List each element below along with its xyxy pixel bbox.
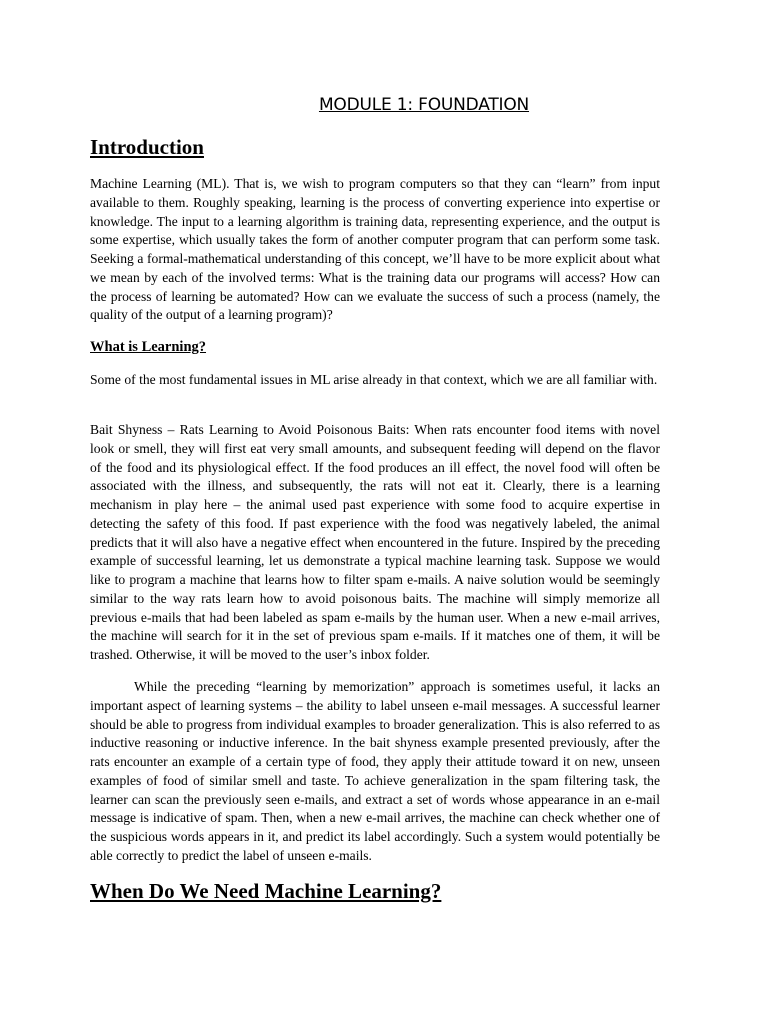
introduction-paragraph: Machine Learning (ML). That is, we wish to program computers so that they can “learn” from input available to them. Roughly speaking, learning is the process of converting experience into expertise or knowledge. The input to a learning algorithm is training data, representing experience, and the output is some expertise, which usually takes the form of another computer program that can perform some task. Seeking a formal-mathematical understanding of this concept, we’ll have to be more explicit about what we mean by each of the involved terms: What is the training data our programs will access? How can the process of learning be automated? How can we evaluate the success of such a process (namely, the quality of the output of a learning program)? (90, 176, 660, 323)
bait-shyness-paragraph: Bait Shyness – Rats Learning to Avoid Poisonous Baits: When rats encounter food items with novel look or smell, they will first eat very small amounts, and subsequent feeding will depend on the flavor of the food and its physiological effect. If the food produces an ill effect, the novel food will often be associated with the illness, and subsequently, the rats will not eat it. Clearly, there is a learning mechanism in play here – the animal used past experience with some food to acquire expertise in detecting the safety of this food. If past experience with the food was negatively labeled, the animal predicts that it will also have a negative effect when encountered in the future. Inspired by the preceding example of successful learning, let us demonstrate a typical machine learning task. Suppose we would like to program a machine that learns how to filter spam e-mails. A naive solution would be seemingly similar to the way rats learn how to avoid poisonous baits. The machine will simply memorize all previous e-mails that had been labeled as spam e-mails by the human user. When a new e-mail arrives, the machine will search for it in the set of previous spam e-mails. If it matches one of them, it will be trashed. Otherwise, it will be moved to the user’s inbox folder. (90, 422, 660, 662)
module-title: MODULE 1: FOUNDATION (318, 95, 530, 115)
what-is-learning-heading: What is Learning? (90, 339, 207, 355)
learning-paragraph-1: Some of the most fundamental issues in ML arise already in that context, which we are all familiar with. (90, 372, 658, 387)
when-need-ml-heading: When Do We Need Machine Learning? (90, 879, 442, 903)
introduction-heading: Introduction (90, 135, 204, 159)
generalization-paragraph: While the preceding “learning by memorization” approach is sometimes useful, it lacks an important aspect of learning systems – the ability to label unseen e-mail messages. A successful learner should be able to progress from individual examples to broader generalization. This is also referred to as inductive reasoning or inductive inference. In the bait shyness example presented previously, after the rats encounter an example of a certain type of food, they apply their attitude toward it on new, unseen examples of food of similar smell and taste. To achieve generalization in the spam filtering task, the learner can scan the previously seen e-mails, and extract a set of words whose appearance in an e-mail message is indicative of spam. Then, when a new e-mail arrives, the machine can check whether one of the suspicious words appears in it, and predict its label accordingly. Such a system would potentially be able correctly to predict the label of unseen e-mails. (90, 679, 660, 863)
